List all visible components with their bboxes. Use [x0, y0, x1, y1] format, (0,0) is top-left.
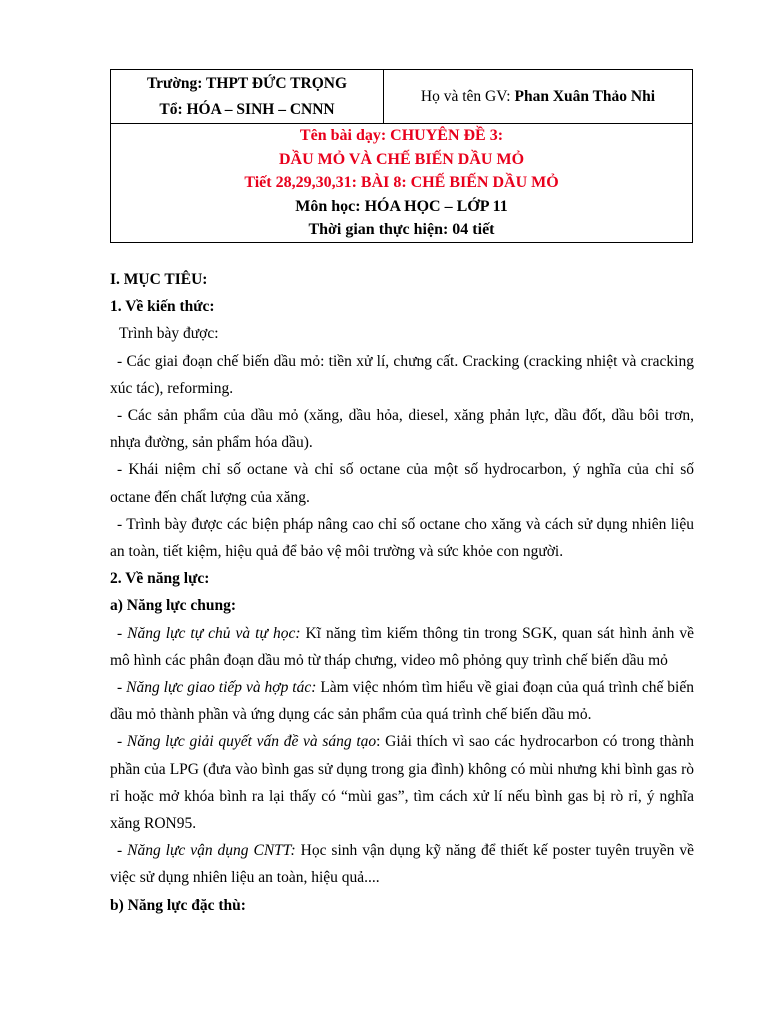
- lesson-topic: Tên bài dạy: CHUYÊN ĐỀ 3:: [299, 127, 504, 144]
- lesson-title-cell: [111, 124, 693, 243]
- competency-item: - Năng lực vận dụng CNTT: Học sinh vận dụng kỹ năng để thiết kế poster tuyên truyền về việc sử dụng nhiên liệu an toàn, hiệu quả....: [110, 842, 694, 887]
- competency-label: Năng lực vận dụng CNTT:: [127, 842, 296, 860]
- knowledge-item: - Các sản phẩm của dầu mỏ (xăng, dầu hỏa, diesel, xăng phản lực, dầu đốt, dầu bôi trơn, nhựa đường, sản phẩm hóa dầu).: [110, 407, 694, 452]
- knowledge-heading: 1. Về kiến thức:: [110, 298, 215, 316]
- knowledge-item: - Khái niệm chỉ số octane và chỉ số octane của một số hydrocarbon, ý nghĩa của chỉ số octane đến chất lượng của xăng.: [110, 461, 694, 506]
- competency-label: Năng lực giao tiếp và hợp tác:: [126, 679, 317, 697]
- competency-heading: 2. Về năng lực:: [110, 570, 210, 588]
- lesson-header-table: [110, 69, 693, 243]
- general-competency-heading: a) Năng lực chung:: [110, 597, 236, 615]
- competency-label: Năng lực tự chủ và tự học:: [127, 624, 301, 642]
- competency-text: Kĩ năng tìm kiếm thông tin trong SGK, quan sát hình ảnh về mô hình các phân đoạn dầu mỏ từ tháp chưng, video mô phỏng quy trình chế biến dầu mỏ: [110, 624, 694, 669]
- teacher-info-cell: [384, 70, 693, 124]
- competency-text: : Giải thích vì sao các hydrocarbon có trong thành phần của LPG (đưa vào bình gas sử dụng trong gia đình) không có mùi nhưng khi bình gas rò rỉ hoặc mở khóa bình ra lại thấy có “mùi gas”, tìm cách xử lí nếu bình gas bị rò rỉ, ý nghĩa xăng RON95.: [110, 733, 694, 833]
- lesson-periods: Tiết 28,29,30,31: BÀI 8: CHẾ BIẾN DẦU MỎ: [244, 174, 559, 191]
- knowledge-item: - Trình bày được các biện pháp nâng cao chỉ số octane cho xăng và cách sử dụng nhiên liệu an toàn, tiết kiệm, hiệu quả để bảo vệ môi trường và sức khỏe con người.: [110, 515, 694, 561]
- knowledge-intro: Trình bày được:: [119, 325, 219, 343]
- competency-item: - Năng lực giải quyết vấn đề và sáng tạo: Giải thích vì sao các hydrocarbon có trong thành phần của LPG (đưa vào bình gas sử dụng trong gia đình) không có mùi nhưng khi bình gas rò rỉ hoặc mở khóa bình ra lại thấy có “mùi gas”, tìm cách xử lí nếu bình gas bị rò rỉ, ý nghĩa xăng RON95.: [110, 733, 694, 833]
- competency-text: Làm việc nhóm tìm hiểu về giai đoạn của quá trình chế biến dầu mỏ thành phần và ứng dụng các sản phẩm của quá trình chế biến dầu mỏ.: [110, 679, 694, 724]
- school-info-cell: [111, 70, 384, 124]
- department-name: Tổ: HÓA – SINH – CNNN: [159, 100, 335, 118]
- section-heading: I. MỤC TIÊU:: [110, 271, 208, 288]
- teacher-name: Phan Xuân Thảo Nhi: [514, 87, 656, 105]
- school-name: Trường: THPT ĐỨC TRỌNG: [146, 74, 348, 92]
- knowledge-item: - Các giai đoạn chế biến dầu mỏ: tiền xử lí, chưng cất. Cracking (cracking nhiệt và cracking xúc tác), reforming.: [110, 352, 694, 397]
- competency-item: - Năng lực giao tiếp và hợp tác: Làm việc nhóm tìm hiểu về giai đoạn của quá trình chế biến dầu mỏ thành phần và ứng dụng các sản phẩm của quá trình chế biến dầu mỏ.: [110, 679, 694, 724]
- teacher-label: Họ và tên GV:: [420, 87, 515, 105]
- competency-text: Học sinh vận dụng kỹ năng để thiết kế poster tuyên truyền về việc sử dụng nhiên liệu an toàn, hiệu quả....: [110, 842, 694, 887]
- competency-label: Năng lực giải quyết vấn đề và sáng tạo: [126, 733, 377, 751]
- subject-line: Môn học: HÓA HỌC – LỚP 11: [295, 197, 508, 215]
- specific-competency-heading: b) Năng lực đặc thù:: [110, 896, 246, 914]
- competency-item: - Năng lực tự chủ và tự học: Kĩ năng tìm kiếm thông tin trong SGK, quan sát hình ảnh về mô hình các phân đoạn dầu mỏ từ tháp chưng, video mô phỏng quy trình chế biến dầu mỏ: [110, 624, 694, 669]
- lesson-topic-name: DẦU MỎ VÀ CHẾ BIẾN DẦU MỎ: [278, 150, 525, 168]
- document-body: [110, 266, 694, 919]
- duration-line: Thời gian thực hiện: 04 tiết: [308, 221, 495, 238]
